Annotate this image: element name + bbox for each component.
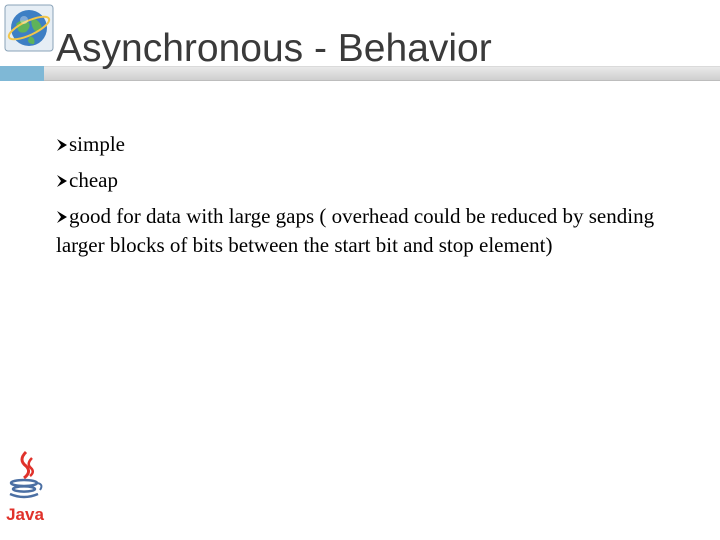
bullet-text: cheap bbox=[69, 168, 118, 192]
title-accent-bar bbox=[0, 66, 44, 81]
java-logo-icon bbox=[4, 450, 46, 526]
bullet-text: good for data with large gaps ( overhead could be reduced by sending larger blocks of bits between the start bit and stop element) bbox=[56, 204, 655, 257]
bullet-text: simple bbox=[69, 132, 125, 156]
java-wordmark: Java bbox=[6, 505, 44, 524]
globe-logo-icon bbox=[4, 4, 54, 52]
arrow-bullet-icon bbox=[56, 210, 68, 224]
arrow-bullet-icon bbox=[56, 138, 68, 152]
list-item bbox=[56, 166, 680, 195]
slide-title: Asynchronous - Behavior bbox=[56, 27, 492, 70]
list-item bbox=[56, 202, 680, 260]
arrow-bullet-icon bbox=[56, 174, 68, 188]
list-item bbox=[56, 130, 680, 159]
bullet-list bbox=[56, 130, 680, 267]
